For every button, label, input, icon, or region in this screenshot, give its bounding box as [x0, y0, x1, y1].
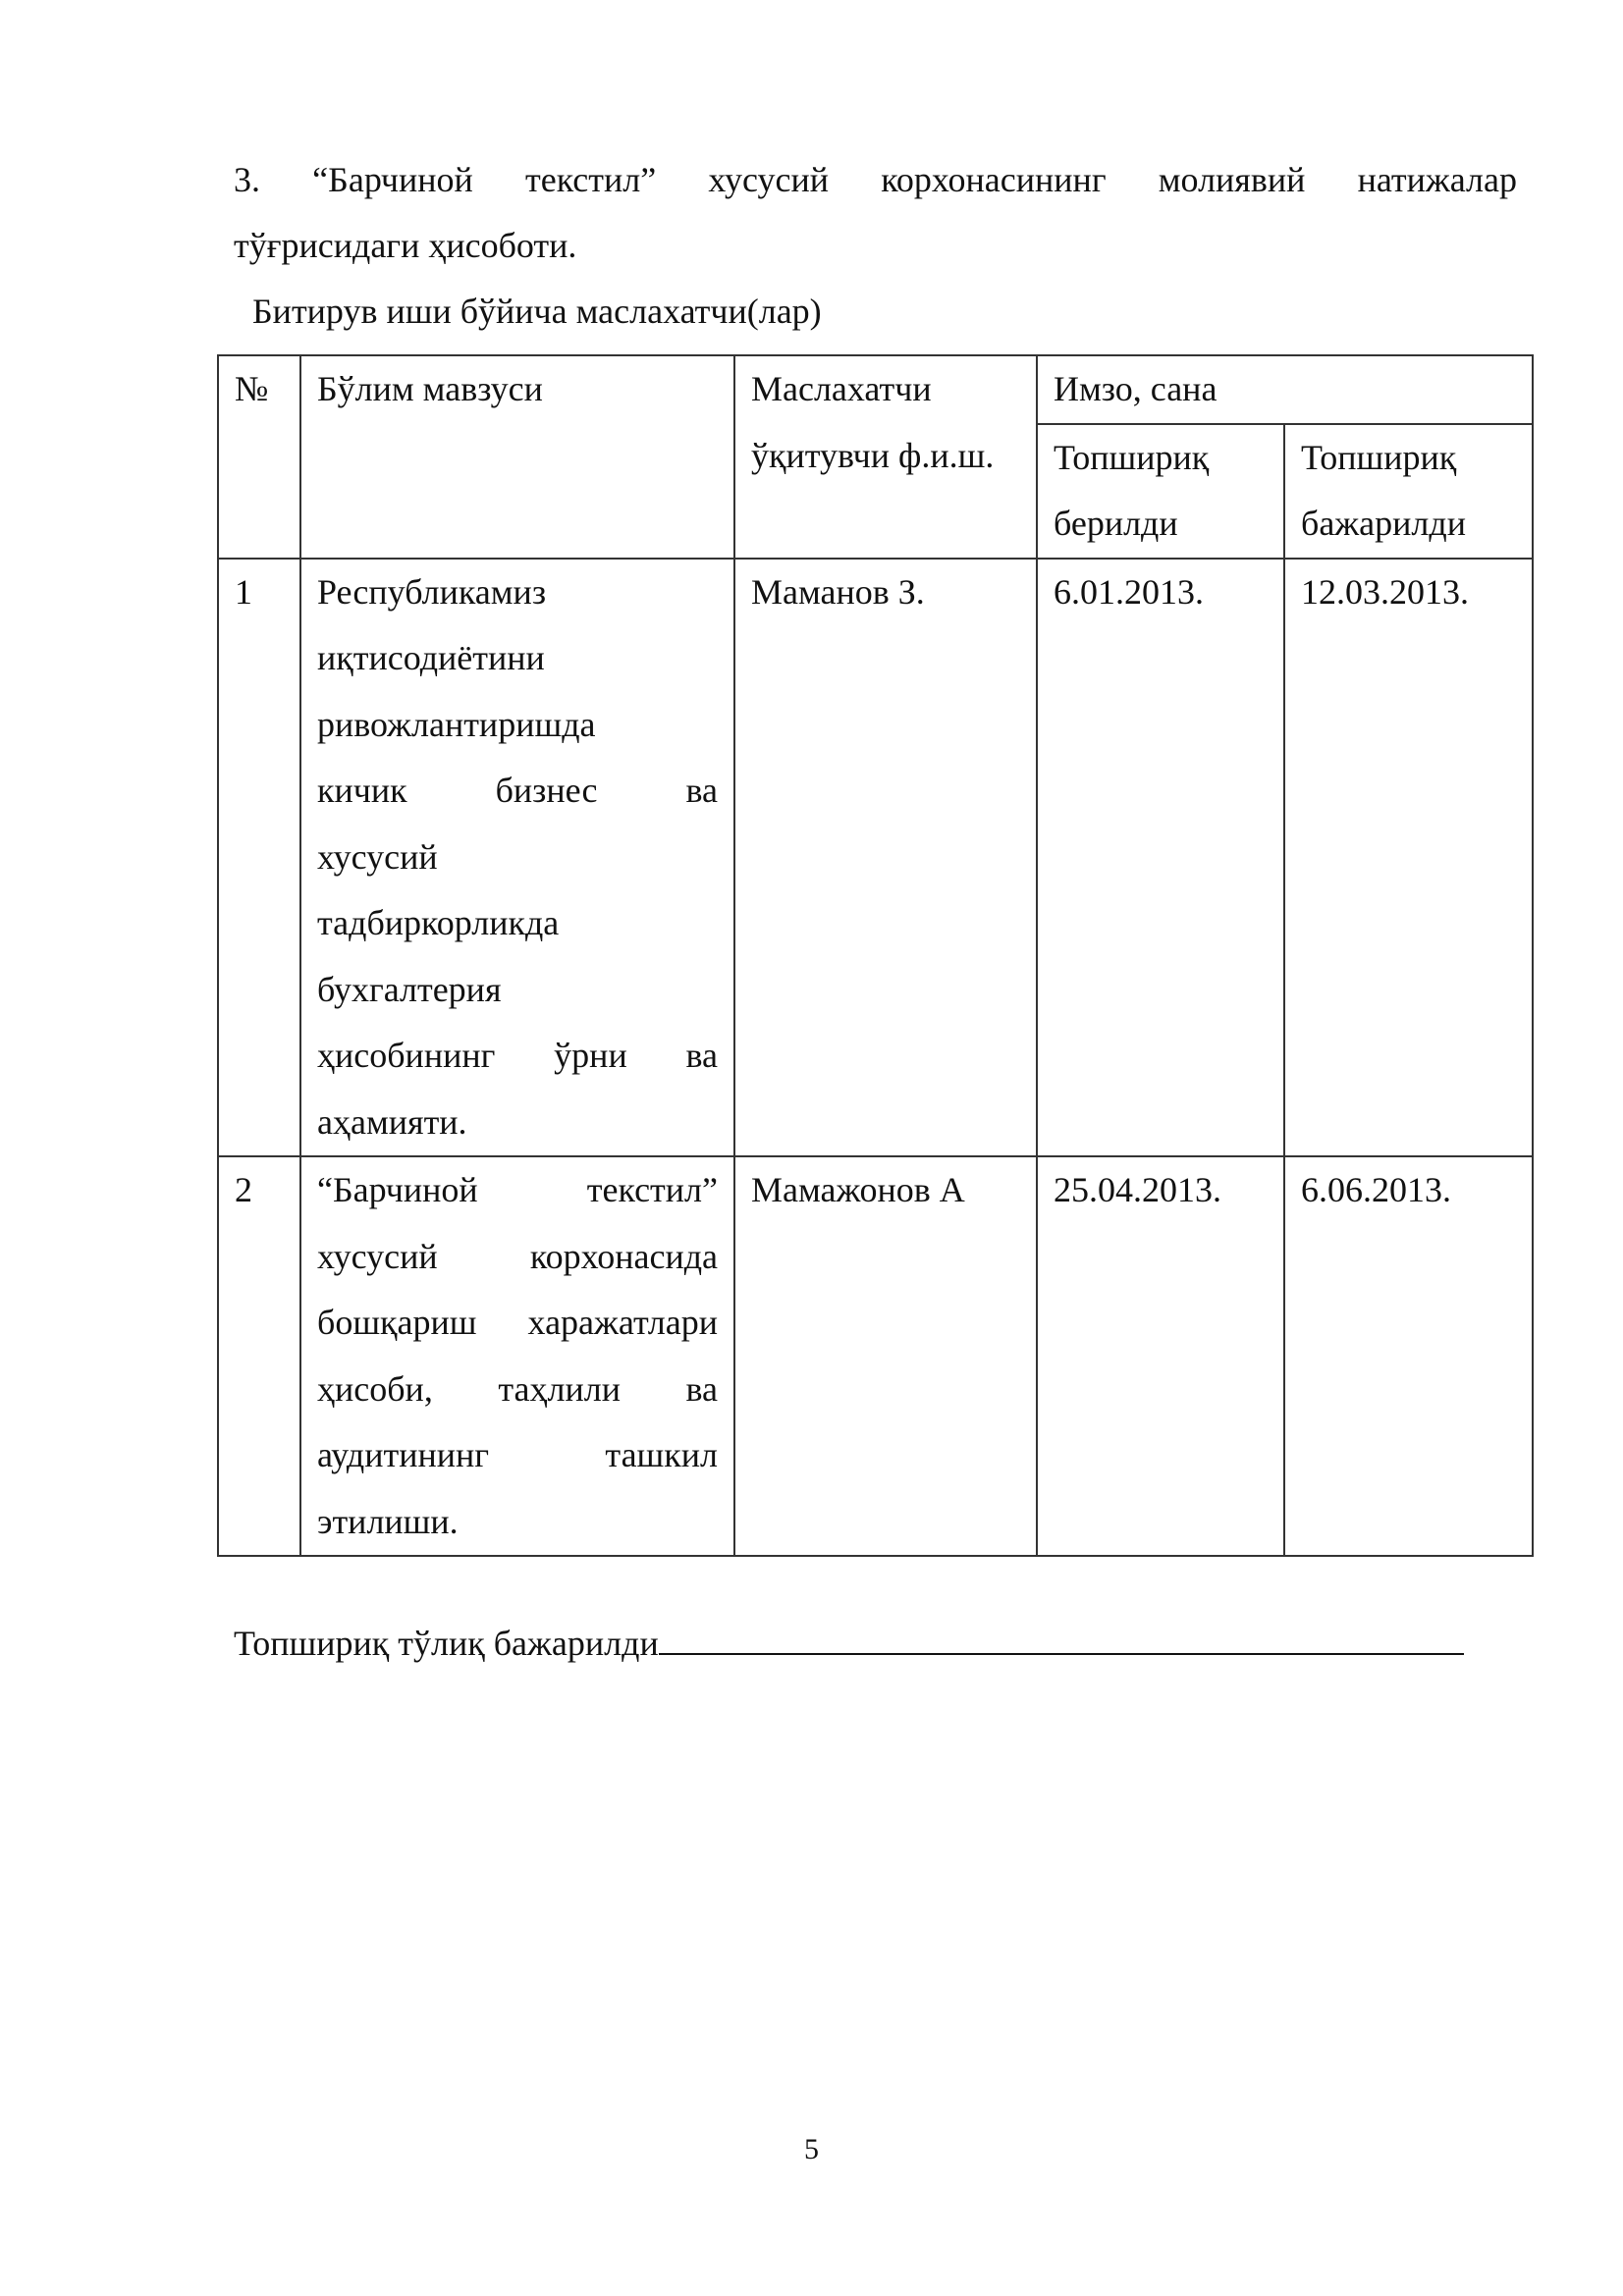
- topic-line: аудитининг ташкил: [317, 1435, 718, 1474]
- row-num: 1: [235, 571, 252, 612]
- topic-line: тадбиркорликда: [317, 903, 560, 942]
- topic-line: ҳисоби, таҳлили ва: [317, 1368, 718, 1409]
- intro-line-1: 3. “Барчиной текстил” хусусий корхонасининг молиявий натижалар: [234, 160, 1517, 199]
- advisors-heading: Битирув иши бўйича маслахатчи(лар): [252, 292, 822, 331]
- row-advisor-cell: [734, 1156, 1037, 1556]
- topic-line: иқтисодиётини: [317, 638, 545, 677]
- topic-line: бошқариш харажатлари: [317, 1303, 718, 1342]
- row-advisor-cell: [734, 559, 1037, 1157]
- row-done-cell: [1284, 559, 1533, 1157]
- header-done-cell: [1284, 424, 1533, 559]
- topic-line: хусусий: [317, 836, 438, 877]
- header-topic-cell: [300, 355, 734, 559]
- row-given-date: 6.01.2013.: [1054, 571, 1204, 612]
- page-number: 5: [804, 2133, 819, 2165]
- row-num: 2: [235, 1170, 252, 1209]
- row-advisor: Маманов З.: [751, 571, 925, 612]
- row-num-cell: [218, 559, 300, 1157]
- row-topic-cell: [300, 1156, 734, 1556]
- header-sign-date-cell: [1037, 355, 1533, 424]
- row-given-cell: [1037, 1156, 1284, 1556]
- advisors-table: [217, 354, 1534, 1557]
- table-row: [218, 559, 1533, 1157]
- header-advisor-line-2: ўқитувчи ф.и.ш.: [751, 435, 995, 475]
- row-done-date: 12.03.2013.: [1301, 571, 1469, 612]
- topic-line: аҳамияти.: [317, 1101, 467, 1142]
- table-row: [218, 1156, 1533, 1556]
- topic-line: ривожлантиришда: [317, 704, 596, 744]
- row-advisor: Мамажонов А: [751, 1170, 965, 1209]
- topic-line: “Барчиной текстил”: [317, 1170, 718, 1209]
- intro-line-2: тўғрисидаги ҳисоботи.: [234, 226, 577, 265]
- topic-line: Республикамиз: [317, 571, 547, 612]
- header-topic: Бўлим мавзуси: [317, 369, 543, 408]
- header-done-line-2: бажарилди: [1301, 504, 1466, 543]
- header-num-cell: [218, 355, 300, 559]
- completion-line: [234, 1611, 1464, 1677]
- topic-line: ҳисобининг ўрни ва: [317, 1036, 718, 1075]
- row-topic-cell: [300, 559, 734, 1157]
- intro-paragraph: [234, 147, 1517, 279]
- header-num: №: [235, 369, 269, 408]
- table-header-row: [218, 355, 1533, 424]
- row-given-date: 25.04.2013.: [1054, 1170, 1221, 1209]
- header-done-line-1: Топшириқ: [1301, 437, 1457, 477]
- header-advisor-cell: [734, 355, 1037, 559]
- completion-label: Топшириқ тўлиқ бажарилди: [234, 1624, 659, 1663]
- topic-line: хусусий корхонасида: [317, 1236, 718, 1276]
- row-done-cell: [1284, 1156, 1533, 1556]
- header-sign-date: Имзо, сана: [1054, 369, 1217, 408]
- completion-blank-line: [659, 1626, 1464, 1655]
- topic-line: бухгалтерия: [317, 969, 502, 1009]
- topic-line: этилиши.: [317, 1501, 459, 1541]
- header-given-line-2: берилди: [1054, 504, 1178, 543]
- row-num-cell: [218, 1156, 300, 1556]
- row-done-date: 6.06.2013.: [1301, 1170, 1451, 1209]
- row-given-cell: [1037, 559, 1284, 1157]
- header-advisor-line-1: Маслахатчи: [751, 369, 932, 408]
- topic-line: кичик бизнес ва: [317, 771, 718, 810]
- header-given-cell: [1037, 424, 1284, 559]
- header-given-line-1: Топшириқ: [1054, 437, 1210, 477]
